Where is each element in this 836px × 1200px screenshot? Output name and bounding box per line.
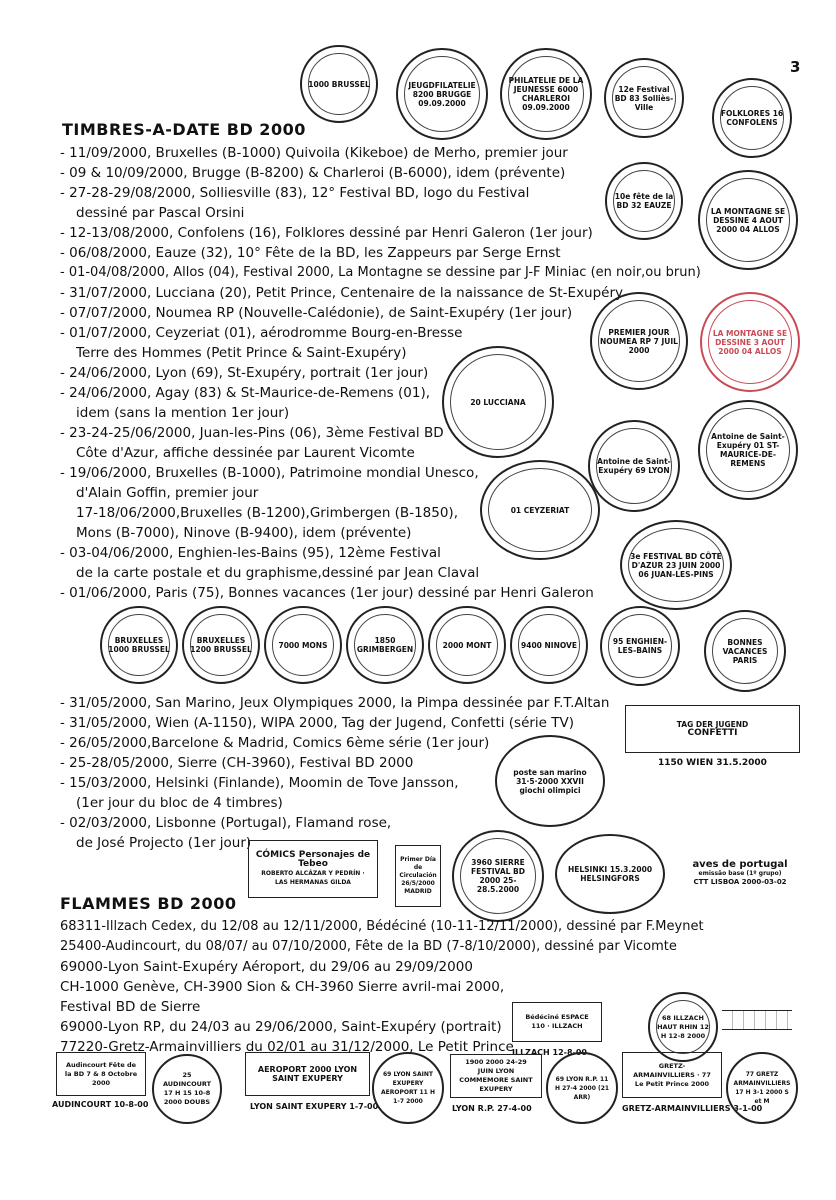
text-line: Côte d'Azur, affiche dessinée par Laurent Vicomte [76, 445, 415, 461]
portugal-stamp: aves de portugal emissão base (1º grupo) CTT LISBOA 2000-03-02 [692, 858, 788, 886]
primer-dia-stamp: Primer Día de Circulación 26/5/2000 MADRID [395, 845, 441, 907]
page-number: 3 [790, 58, 801, 76]
text-line: - 27-28-29/08/2000, Solliesville (83), 12° Festival BD, logo du Festival [60, 185, 530, 201]
allos-red-stamp: LA MONTAGNE SE DESSINE 3 AOUT 2000 04 ALLOS [700, 292, 800, 392]
unesco-bruxelles-1000-stamp: BRUXELLES 1000 BRUSSEL [100, 606, 178, 684]
text-line: - 31/05/2000, San Marino, Jeux Olympiques 2000, la Pimpa dessinée par F.T.Altan [60, 695, 610, 711]
unesco-mont-stamp: 2000 MONT [428, 606, 506, 684]
text-line: idem (sans la mention 1er jour) [76, 405, 290, 421]
unesco-ninove-stamp: 9400 NINOVE [510, 606, 588, 684]
text-line: - 09 & 10/09/2000, Brugge (B-8200) & Charleroi (B-6000), idem (prévente) [60, 165, 566, 181]
unesco-grimbergen-stamp: 1850 GRIMBERGEN [346, 606, 424, 684]
text-line: - 01-04/08/2000, Allos (04), Festival 2000, La Montagne se dessine par J-F Miniac (en noir,ou brun) [60, 265, 701, 280]
text-line: 69000-Lyon RP, du 24/03 au 29/06/2000, Saint-Exupéry (portrait) [60, 1019, 502, 1035]
text-line: 77220-Gretz-Armainvilliers du 02/01 au 31/12/2000, Le Petit Prince [60, 1039, 514, 1055]
text-line: - 24/06/2000, Agay (83) & St-Maurice-de-Remens (01), [60, 385, 431, 401]
text-line: dessiné par Pascal Orsini [76, 205, 245, 221]
bruxelles-stamp: 1000 BRUSSEL [300, 45, 378, 123]
text-line: - 31/05/2000, Wien (A-1150), WIPA 2000, Tag der Jugend, Confetti (série TV) [60, 715, 575, 731]
text-line: Mons (B-7000), Ninove (B-9400), idem (prévente) [76, 525, 412, 541]
section-heading-flammes: FLAMMES BD 2000 [60, 894, 237, 913]
gretz-date-label: GRETZ-ARMAINVILLIERS 3-1-00 [622, 1104, 763, 1113]
text-line: - 31/07/2000, Lucciana (20), Petit Prince, Centenaire de la naissance de St-Exupéry [60, 285, 624, 301]
text-line: 25400-Audincourt, du 08/07/ au 07/10/2000, Fête de la BD (7-8/10/2000), dessiné par Vicomte [60, 939, 677, 954]
confolens-stamp: FOLKLORES 16 CONFOLENS [712, 78, 792, 158]
text-line: - 15/03/2000, Helsinki (Finlande), Moomin de Tove Jansson, [60, 775, 459, 791]
text-line: de José Projecto (1er jour) [76, 835, 252, 851]
brugge-stamp: JEUGDFILATELIE 8200 BRUGGE 09.09.2000 [396, 48, 488, 140]
aeroport-flamme: AEROPORT 2000 LYON SAINT EXUPERY [245, 1052, 370, 1096]
sierre-stamp: 3960 SIERRE FESTIVAL BD 2000 25-28.5.2000 [452, 830, 544, 922]
eauze-stamp: 10e fête de la BD 32 EAUZE [605, 162, 683, 240]
text-line: - 12-13/08/2000, Confolens (16), Folklores dessiné par Henri Galeron (1er jour) [60, 225, 593, 241]
noumea-stamp: PREMIER JOUR NOUMEA RP 7 JUIL 2000 [590, 292, 688, 390]
illzach-date-label: ILLZACH 12-8-00 [512, 1048, 587, 1057]
comics-stamp: CÓMICS Personajes de Tebeo ROBERTO ALCÁZAR Y PEDRÍN · LAS HERMANAS GILDA [248, 840, 378, 898]
lyon-rp-flamme: 1900 2000 24-29 JUIN LYON COMMEMORE SAINT EXUPERY [450, 1054, 542, 1098]
text-line: 68311-Illzach Cedex, du 12/08 au 12/11/2000, Bédéciné (10-11-12/11/2000), dessiné par F.Meynet [60, 919, 704, 934]
charleroi-stamp: PHILATELIE DE LA JEUNESSE 6000 CHARLEROI 09.09.2000 [500, 48, 592, 140]
audincourt-date-label: AUDINCOURT 10-8-00 [52, 1100, 149, 1109]
gretz-cds-stamp: 77 GRETZ ARMAINVILLIERS 17 H 3-1 2000 S et M [726, 1052, 798, 1124]
lyon-stamp: Antoine de Saint-Exupéry 69 LYON [588, 420, 680, 512]
text-line: - 11/09/2000, Bruxelles (B-1000) Quivoila (Kikeboe) de Merho, premier jour [60, 145, 568, 161]
text-line: de la carte postale et du graphisme,dessiné par Jean Claval [76, 565, 480, 581]
lyon-rp-date-label: LYON R.P. 27-4-00 [452, 1104, 532, 1113]
juan-les-pins-stamp: 3e FESTIVAL BD CÔTE D'AZUR 23 JUIN 2000 06 JUAN-LES-PINS [620, 520, 732, 610]
audincourt-cds-stamp: 25 AUDINCOURT 17 H 15 10-8 2000 DOUBS [152, 1054, 222, 1124]
text-line: - 19/06/2000, Bruxelles (B-1000), Patrimoine mondial Unesco, [60, 465, 479, 481]
bedecine-flamme: Bédéciné ESPACE 110 · ILLZACH [512, 1002, 602, 1042]
wien-wipa-stamp: TAG DER JUGEND CONFETTI [625, 705, 800, 753]
st-maurice-stamp: Antoine de Saint-Exupéry 01 ST-MAURICE-DE-REMENS [698, 400, 798, 500]
audincourt-flamme: Audincourt Fête de la BD 7 & 8 Octobre 2000 [56, 1052, 146, 1096]
text-line: Terre des Hommes (Petit Prince & Saint-Exupéry) [76, 345, 407, 361]
text-line: - 01/06/2000, Paris (75), Bonnes vacances (1er jour) dessiné par Henri Galeron [60, 585, 594, 601]
text-line: - 23-24-25/06/2000, Juan-les-Pins (06), 3ème Festival BD [60, 425, 444, 441]
unesco-mons-stamp: 7000 MONS [264, 606, 342, 684]
wien-date-label: 1150 WIEN 31.5.2000 [658, 758, 767, 768]
section-heading-timbres: TIMBRES-A-DATE BD 2000 [62, 120, 306, 139]
text-line: - 03-04/06/2000, Enghien-les-Bains (95), 12ème Festival [60, 545, 441, 561]
text-line: - 01/07/2000, Ceyzeriat (01), aérodromme Bourg-en-Bresse [60, 325, 463, 341]
text-line: 17-18/06/2000,Bruxelles (B-1200),Grimbergen (B-1850), [76, 505, 458, 521]
ceyzeriat-stamp: 01 CEYZERIAT [480, 460, 600, 560]
text-line: - 02/03/2000, Lisbonne (Portugal), Flamand rose, [60, 815, 392, 831]
illzach-wave-lines [722, 1010, 792, 1030]
lucciana-stamp: 20 LUCCIANA [442, 346, 554, 458]
allos-stamp: LA MONTAGNE SE DESSINE 4 AOUT 2000 04 ALLOS [698, 170, 798, 270]
unesco-bruxelles-1200-stamp: BRUXELLES 1200 BRUSSEL [182, 606, 260, 684]
text-line: - 25-28/05/2000, Sierre (CH-3960), Festival BD 2000 [60, 755, 414, 771]
lyon-aeroport-cds-stamp: 69 LYON SAINT EXUPERY AEROPORT 11 H 1-7 2000 [372, 1052, 444, 1124]
text-line: - 06/08/2000, Eauze (32), 10° Fête de la BD, les Zappeurs par Serge Ernst [60, 245, 561, 261]
gretz-flamme: GRETZ-ARMAINVILLIERS · 77 Le Petit Prince 2000 [622, 1052, 722, 1098]
bonnes-vacances-stamp: BONNES VACANCES PARIS [704, 610, 786, 692]
aeroport-date-label: LYON SAINT EXUPERY 1-7-00 [250, 1102, 379, 1111]
text-line: - 24/06/2000, Lyon (69), St-Exupéry, portrait (1er jour) [60, 365, 429, 381]
lyon-rp-cds-stamp: 69 LYON R.P. 11 H 27-4 2000 (21 ARR) [546, 1052, 618, 1124]
text-line: d'Alain Goffin, premier jour [76, 485, 259, 501]
text-line: 69000-Lyon Saint-Exupéry Aéroport, du 29/06 au 29/09/2000 [60, 959, 473, 975]
enghien-stamp: 95 ENGHIEN-LES-BAINS [600, 606, 680, 686]
text-line: - 07/07/2000, Noumea RP (Nouvelle-Calédonie), de Saint-Exupéry (1er jour) [60, 305, 573, 321]
san-marino-stamp: poste san marino 31·5·2000 XXVII giochi olimpici [495, 735, 605, 827]
helsinki-stamp: HELSINKI 15.3.2000 HELSINGFORS [555, 834, 665, 914]
illzach-cds-stamp: 68 ILLZACH HAUT RHIN 12 H 12-8 2000 [648, 992, 718, 1062]
text-line: (1er jour du bloc de 4 timbres) [76, 795, 283, 811]
text-line: - 26/05/2000,Barcelone & Madrid, Comics 6ème série (1er jour) [60, 735, 490, 751]
text-line: Festival BD de Sierre [60, 999, 201, 1015]
text-line: CH-1000 Genève, CH-3900 Sion & CH-3960 Sierre avril-mai 2000, [60, 979, 505, 995]
sollies-stamp: 12e Festival BD 83 Solliès-Ville [604, 58, 684, 138]
